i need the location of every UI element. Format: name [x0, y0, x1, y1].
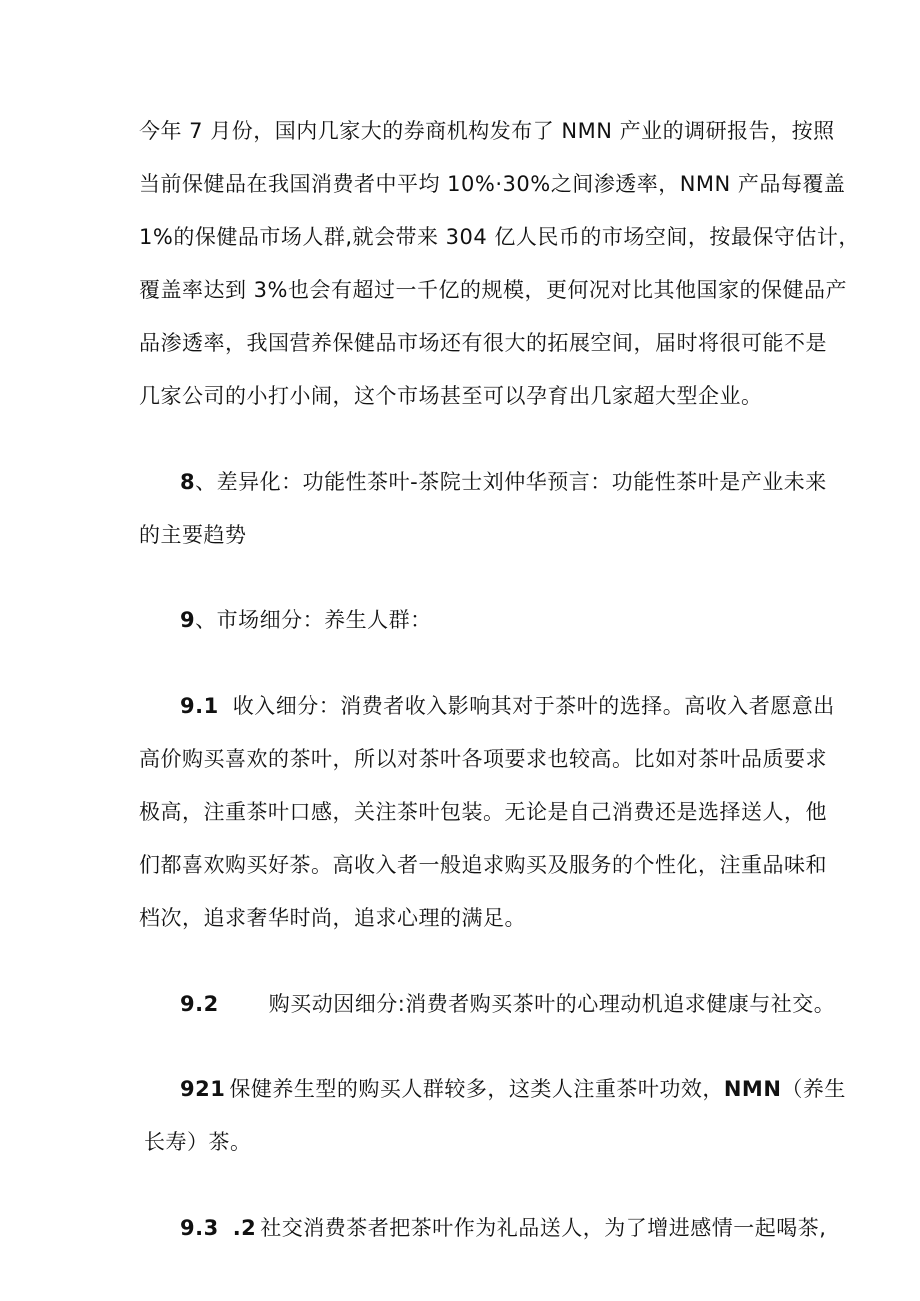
nmn-label: NMN [723, 1077, 782, 1101]
section-heading-8-cont: 的主要趋势 [139, 523, 247, 547]
paragraph-line: 1%的保健品市场人群,就会带来 304 亿人民币的市场空间，按最保守估计， [139, 225, 860, 249]
subsection-number-2: .2 [232, 1216, 257, 1240]
paragraph-line: 档次，追求奢华时尚，追求心理的满足。 [139, 906, 526, 930]
subsection-number: 9.2 [180, 992, 219, 1016]
section-title: 、市场细分：养生人群： [195, 608, 432, 632]
paragraph-line: 品渗透率，我国营养保健品市场还有很大的拓展空间，届时将很可能不是 [139, 331, 827, 355]
subsection-text-tail: （养生 [781, 1077, 846, 1101]
section-number: 9 [180, 608, 196, 632]
paragraph-line: 极高，注重茶叶口感，关注茶叶包装。无论是自己消费还是选择送人，他 [139, 800, 827, 824]
subsection-number: 9.3 [180, 1216, 219, 1240]
subsection-text: 保健养生型的购买人群较多，这类人注重茶叶功效， [229, 1077, 724, 1101]
subsection-9-2-1 [180, 1075, 846, 1103]
subsection-9-1 [180, 692, 835, 720]
paragraph-line: 当前保健品在我国消费者中平均 10%·30%之间渗透率，NMN 产品每覆盖 [139, 172, 846, 196]
paragraph-line: 们都喜欢购买好茶。高收入者一般追求购买及服务的个性化，注重品味和 [139, 853, 827, 877]
section-title: 、差异化：功能性茶叶-茶院士刘仲华预言：功能性茶叶是产业未来 [195, 470, 827, 494]
subsection-number: 921 [180, 1077, 226, 1101]
paragraph-line: 今年 7 月份，国内几家大的券商机构发布了 NMN 产业的调研报告，按照 [139, 119, 835, 143]
paragraph-line: 长寿）茶。 [144, 1130, 252, 1154]
subsection-text: 收入细分：消费者收入影响其对于茶叶的选择。高收入者愿意出 [232, 694, 835, 718]
subsection-text: 购买动因细分:消费者购买茶叶的心理动机追求健康与社交。 [268, 992, 836, 1016]
paragraph-line: 高价购买喜欢的茶叶，所以对茶叶各项要求也较高。比如对茶叶品质要求 [139, 747, 827, 771]
subsection-number: 9.1 [180, 694, 219, 718]
paragraph-line: 几家公司的小打小闹，这个市场甚至可以孕育出几家超大型企业。 [139, 384, 763, 408]
subsection-9-2 [180, 990, 835, 1018]
paragraph-line: 覆盖率达到 3%也会有超过一千亿的规模，更何况对比其他国家的保健品产 [139, 278, 847, 302]
section-heading-8 [180, 468, 827, 496]
subsection-9-3 [180, 1214, 826, 1242]
section-number: 8 [180, 470, 196, 494]
section-heading-9 [180, 606, 432, 634]
subsection-text: 社交消费茶者把茶叶作为礼品送人，为了增进感情一起喝茶, [260, 1216, 827, 1240]
